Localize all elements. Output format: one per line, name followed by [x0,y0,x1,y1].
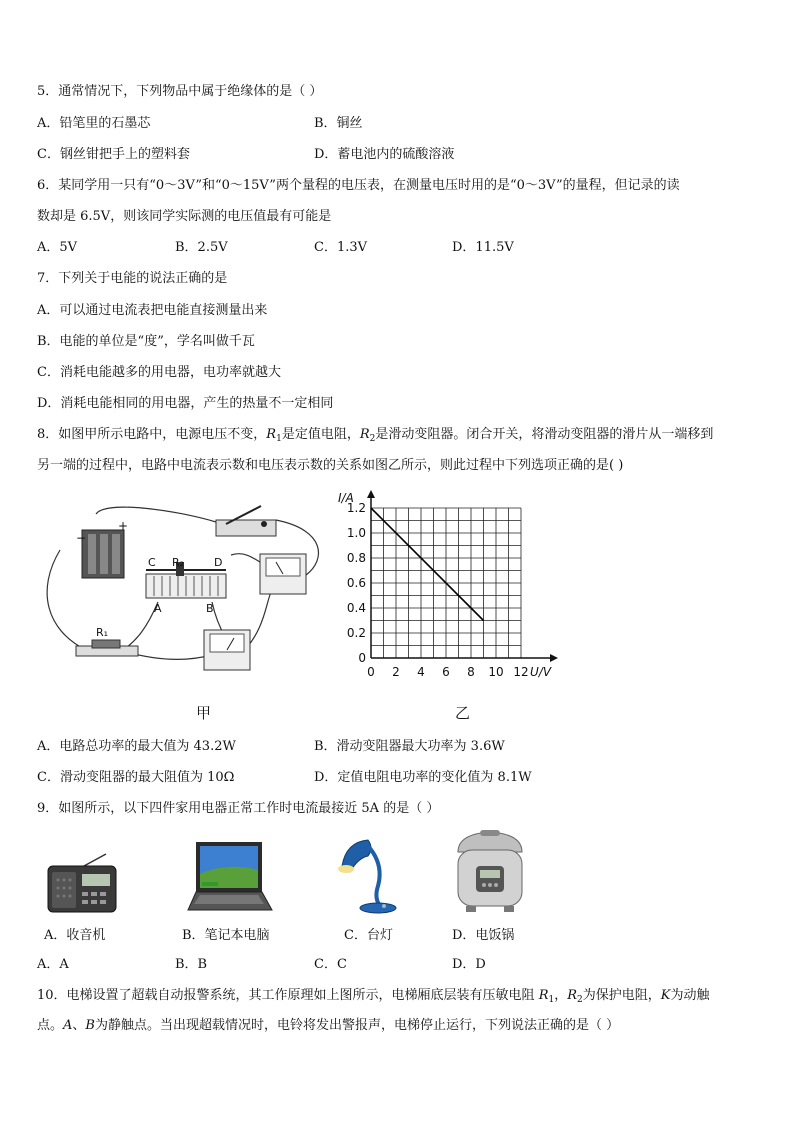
q9-caption-a: A．收音机 [44,928,106,943]
x-tick-label: 0 [367,665,375,679]
q9-caption-b: B．笔记本电脑 [182,928,270,943]
y-tick-label: 0.8 [346,551,366,565]
q8-option-d: D．定值电阻电功率的变化值为 8.1W [314,770,532,785]
label-r2: R₂ [172,556,185,569]
x-tick-label: 8 [467,665,475,679]
x-tick-label: 12 [513,665,529,679]
switch-icon [216,506,276,536]
y-tick-label: 1.2 [346,501,366,515]
q10-stem-line1: 10．电梯设置了超载自动报警系统，其工作原理如上图所示，电梯厢底层装有压敏电阻 $R_1$，$R_2$为保护电阻，K为动触 [37,988,710,1005]
label-r1: R₁ [96,626,109,639]
q9-option-d: D．D [452,957,486,972]
battery-icon [76,519,128,578]
svg-text:−: − [76,531,87,545]
laptop-icon [186,840,274,916]
series-line [371,508,484,621]
y-tick-label: 0 [358,651,366,665]
voltmeter-icon [204,630,250,670]
q7-option-c: C．消耗电能越多的用电器，电功率就越大 [37,365,281,380]
q10-stem-line2: 点。A、B为静触点。当出现超载情况时，电铃将发出警报声，电梯停止运行，下列说法正确的是（ ） [37,1018,620,1033]
q7-stem: 7．下列关于电能的说法正确的是 [37,271,228,286]
q9-stem: 9．如图所示，以下四件家用电器正常工作时电流最接近 5A 的是（ ） [37,801,440,816]
q5-stem: 5．通常情况下，下列物品中属于绝缘体的是（ ） [37,84,323,99]
x-tick-label: 2 [392,665,400,679]
q6-stem-line2: 数却是 6.5V，则该同学实际测的电压值最有可能是 [37,209,332,224]
q9-caption-c: C．台灯 [344,928,393,943]
x-tick-label: 10 [488,665,504,679]
q6-option-d: D．11.5V [452,240,514,255]
label-d: D [214,556,223,569]
y-tick-label: 1.0 [346,526,366,540]
svg-text:+: + [118,519,129,533]
label-a: A [154,602,162,615]
y-axis-label: I/A [338,491,354,505]
figure-left-caption: 甲 [196,704,212,722]
y-tick-label: 0.6 [346,576,366,590]
label-c: C [148,556,156,569]
q5-option-a: A．铅笔里的石墨芯 [37,116,151,131]
q9-caption-d: D．电饭锅 [452,928,515,943]
q6-stem-line1: 6．某同学用一只有“0～3V”和“0～15V”两个量程的电压表，在测量电压时用的是“0～3V”的量程，但记录的读 [37,178,680,193]
q6-option-a: A．5V [37,240,78,255]
q8-option-a: A．电路总功率的最大值为 43.2W [37,739,236,754]
q8-stem-line2: 另一端的过程中，电路中电流表示数和电压表示数的关系如图乙所示，则此过程中下列选项正确的是( ) [37,458,624,473]
resistor-r1-icon [76,640,138,656]
x-tick-label: 6 [442,665,450,679]
radio-icon [44,852,120,916]
q5-option-b: B．铜丝 [314,116,363,131]
y-tick-label: 0.4 [346,601,366,615]
figure-right-caption: 乙 [455,704,471,722]
rice-cooker-icon [452,828,528,916]
y-axis-arrow-icon [367,490,375,498]
q9-option-c: C．C [314,957,347,972]
x-tick-label: 4 [417,665,425,679]
desk-lamp-icon [334,836,400,916]
q5-option-d: D．蓄电池内的硫酸溶液 [314,147,455,162]
q9-option-a: A．A [37,957,69,972]
q8-option-b: B．滑动变阻器最大功率为 3.6W [314,739,505,754]
x-axis-arrow-icon [550,654,558,662]
q7-option-b: B．电能的单位是“度”，学名叫做千瓦 [37,334,255,349]
q5-option-c: C．钢丝钳把手上的塑料套 [37,147,190,162]
q6-option-c: C．1.3V [314,240,368,255]
q7-option-a: A．可以通过电流表把电能直接测量出来 [37,303,268,318]
circuit-diagram [36,490,326,680]
y-tick-label: 0.2 [346,626,366,640]
x-axis-label: U/V [530,665,552,679]
i-u-chart [336,486,562,686]
q7-option-d: D．消耗电能相同的用电器，产生的热量不一定相同 [37,396,334,411]
q8-stem-line1: 8．如图甲所示电路中，电源电压不变，$R_1$是定值电阻，$R_2$是滑动变阻器。闭合开关，将滑动变阻器的滑片从一端移到 [37,427,714,444]
q6-option-b: B．2.5V [175,240,228,255]
ammeter-icon [260,554,306,594]
label-b: B [206,602,214,615]
q8-option-c: C．滑动变阻器的最大阻值为 10Ω [37,770,235,785]
q9-option-b: B．B [175,957,208,972]
